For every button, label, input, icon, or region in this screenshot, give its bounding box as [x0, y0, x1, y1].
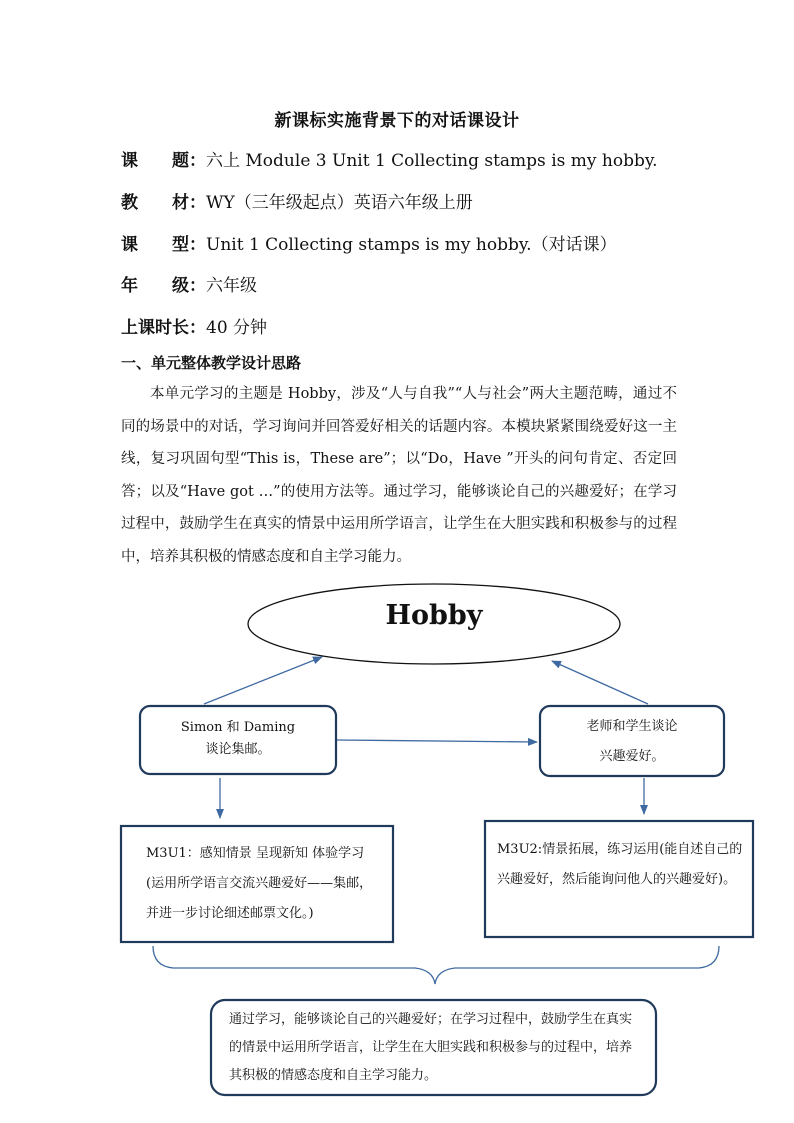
right-top-line2: 兴趣爱好。 [599, 749, 665, 764]
meta-type-label: 课 型： [121, 235, 206, 255]
left-top-line2: 谈论集邮。 [205, 742, 271, 757]
left-top-text [140, 717, 336, 761]
right-bottom-text: M3U2:情景拓展，练习运用(能自述自己的兴趣爱好，然后能询问他人的兴趣爱好)。 [497, 842, 743, 887]
page-title: 新课标实施背景下的对话课设计 [274, 111, 520, 131]
right-top-line1: 老师和学生谈论 [586, 719, 678, 734]
left-top-line1: Simon 和 Daming [180, 720, 296, 735]
meta-textbook-label: 教 材： [121, 193, 206, 213]
meta-grade-value: 六年级 [206, 276, 257, 296]
center-hobby-label: Hobby [385, 600, 483, 631]
meta-topic-label: 课 题： [121, 151, 206, 171]
meta-duration-value: 40 分钟 [206, 318, 268, 338]
arrow-right-to-center [552, 661, 648, 704]
meta-type-value: Unit 1 Collecting stamps is my hobby.（对话课） [206, 235, 617, 255]
left-bottom-text: M3U1：感知情景 呈现新知 体验学习(运用所学语言交流兴趣爱好——集邮，并进一步讨论细述邮票文化。) [146, 846, 373, 921]
section-title: 一、单元整体教学设计思路 [121, 354, 302, 372]
arrow-left-to-center [204, 657, 322, 704]
meta-textbook-value: WY（三年级起点）英语六年级上册 [206, 193, 473, 213]
right-top-text [540, 712, 724, 772]
brace [153, 946, 719, 984]
summary-text: 通过学习，能够谈论自己的兴趣爱好；在学习过程中，鼓励学生在真实的情景中运用所学语言，让学生在大胆实践和积极参与的过程中，培养其积极的情感态度和自主学习能力。 [229, 1012, 633, 1083]
arrow-left-to-right [336, 740, 537, 742]
body-paragraph: 本单元学习的主题是 Hobby，涉及“人与自我”“人与社会”两大主题范畴，通过不同的场景中的对话，学习询问并回答爱好相关的话题内容。本模块紧紧围绕爱好这一主线，复习巩固句型“This is，These are”；以“Do，Have ”开头的问句肯定、否定回答；以及“Have got …”的使用方法等。通过学习，能够谈论自己的兴趣爱好；在学习过程中，鼓励学生在真实的情景中运用所学语言，让学生在大胆实践和积极参与的过程中，培养其积极的情感态度和自主学习能力。 [121, 386, 677, 565]
meta-grade-label: 年 级： [121, 276, 206, 296]
meta-topic-value: 六上 Module 3 Unit 1 Collecting stamps is my hobby. [206, 151, 658, 171]
meta-duration-label: 上课时长： [121, 318, 206, 338]
